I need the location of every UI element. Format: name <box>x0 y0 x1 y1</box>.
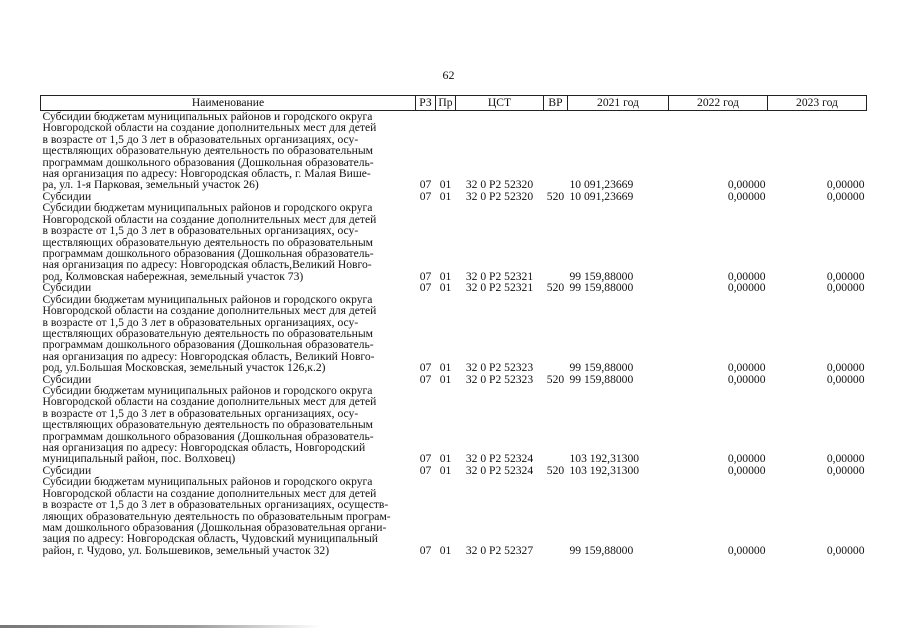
cell-2022: 0,00000 <box>727 178 766 192</box>
name-line: муниципальный район, пос. Волховец) <box>42 452 236 466</box>
table-row <box>41 385 867 465</box>
name-line: ществляющих образовательную деятельность по образовательным <box>42 326 373 340</box>
cell-2023: 0,00000 <box>826 189 865 203</box>
name-line: Новгородской области на создание дополнительных мест для детей <box>42 212 377 226</box>
name-line: в возрасте от 1,5 до 3 лет в образовательных организациях, осу- <box>42 406 359 420</box>
name-line: род, Колмовская набережная, земельный участок 73) <box>42 269 304 283</box>
cell-pr: 01 <box>439 361 452 375</box>
cell-rz: 07 <box>419 372 432 386</box>
cell-2023: 0,00000 <box>826 281 865 295</box>
cell-name <box>41 111 416 191</box>
cell-2021: 99 159,88000 <box>569 281 634 295</box>
header-vr: ВР <box>544 96 568 111</box>
name-line: в возрасте от 1,5 до 3 лет в образовательных организациях, осу- <box>42 132 359 146</box>
name-line: ществляющих образовательную деятельность по образовательным <box>42 235 373 249</box>
page-bottom-rule <box>0 625 320 628</box>
cell-rz: 07 <box>419 269 432 283</box>
cell-vr <box>544 202 568 282</box>
cell-rz: 07 <box>419 452 432 466</box>
cell-2022: 0,00000 <box>727 452 766 466</box>
cell-vr: 520 <box>546 189 565 203</box>
cell-pr: 01 <box>439 463 452 477</box>
cell-name <box>41 385 416 465</box>
name-line: Новгородской области на создание дополнительных мест для детей <box>42 121 377 135</box>
cell-2022: 0,00000 <box>727 269 766 283</box>
header-name: Наименование <box>41 96 416 111</box>
cell-cst: 32 0 P2 52320 <box>465 178 534 192</box>
header-pr: Пр <box>436 96 456 111</box>
budget-table <box>40 95 867 556</box>
cell-name <box>41 476 416 556</box>
cell-2023: 0,00000 <box>826 463 865 477</box>
table-row <box>41 476 867 556</box>
cell-cst: 32 0 P2 52323 <box>465 361 534 375</box>
cell-name <box>41 282 416 294</box>
cell-2021: 99 159,88000 <box>569 269 634 283</box>
cell-pr: 01 <box>439 281 452 295</box>
cell-2023: 0,00000 <box>826 372 865 386</box>
cell-2023: 0,00000 <box>826 269 865 283</box>
name-line: ществляющих образовательную деятельность по образовательным <box>42 144 373 158</box>
header-rz: РЗ <box>416 96 436 111</box>
cell-2022: 0,00000 <box>727 361 766 375</box>
cell-name <box>41 294 416 374</box>
cell-2021: 103 192,31300 <box>569 463 640 477</box>
name-line: род, ул.Большая Московская, земельный участок 126,к.2) <box>42 361 326 375</box>
name-line: Субсидии <box>42 281 92 295</box>
name-line: ная организация по адресу: Новгородская область, Великий Новго- <box>42 349 375 363</box>
name-line: ная организация по адресу: Новгородская область, Новгородский <box>42 441 366 455</box>
cell-cst: 32 0 P2 52324 <box>465 452 534 466</box>
cell-cst: 32 0 P2 52323 <box>465 372 534 386</box>
name-line: Новгородской области на создание дополнительных мест для детей <box>42 395 377 409</box>
cell-2023: 0,00000 <box>826 178 865 192</box>
name-line: ра, ул. 1-я Парковая, земельный участок 26) <box>42 178 259 192</box>
name-line: в возрасте от 1,5 до 3 лет в образовательных организациях, осу- <box>42 224 359 238</box>
name-line: Субсидии бюджетам муниципальных районов и городского округа <box>42 110 373 123</box>
cell-vr: 520 <box>546 372 565 386</box>
cell-2022: 0,00000 <box>727 543 766 557</box>
name-line: Субсидии бюджетам муниципальных районов и городского округа <box>42 384 373 398</box>
name-line: район, г. Чудово, ул. Большевиков, земельный участок 32) <box>42 543 330 557</box>
name-line: программам дошкольного образования (Дошкольная образователь- <box>42 429 374 443</box>
name-line: ляющих образовательную деятельность по образовательным програм- <box>42 509 391 523</box>
cell-vr <box>544 111 568 191</box>
name-line: программам дошкольного образования (Дошкольная образователь- <box>42 155 374 169</box>
cell-rz: 07 <box>419 281 432 295</box>
cell-2021: 99 159,88000 <box>569 361 634 375</box>
cell-pr: 01 <box>439 372 452 386</box>
cell-vr <box>544 385 568 465</box>
name-line: ществляющих образовательную деятельность по образовательным <box>42 418 373 432</box>
name-line: программам дошкольного образования (Дошкольная образователь- <box>42 246 374 260</box>
cell-2023: 0,00000 <box>826 543 865 557</box>
cell-2021: 99 159,88000 <box>569 543 634 557</box>
cell-pr: 01 <box>439 178 452 192</box>
name-line: в возрасте от 1,5 до 3 лет в образовательных организациях, осу- <box>42 315 359 329</box>
name-line: программам дошкольного образования (Дошкольная образователь- <box>42 338 374 352</box>
name-line: Новгородской области на создание дополнительных мест для детей <box>42 486 377 500</box>
name-line: Субсидии бюджетам муниципальных районов и городского округа <box>42 292 373 306</box>
cell-vr <box>544 476 568 556</box>
cell-2021: 103 192,31300 <box>569 452 640 466</box>
header-cst: ЦСТ <box>456 96 544 111</box>
table-row <box>41 282 867 294</box>
cell-cst: 32 0 P2 52321 <box>465 269 534 283</box>
cell-cst: 32 0 P2 52324 <box>465 463 534 477</box>
cell-2023: 0,00000 <box>826 361 865 375</box>
cell-cst: 32 0 P2 52320 <box>465 189 534 203</box>
name-line: Субсидии бюджетам муниципальных районов и городского округа <box>42 201 373 215</box>
cell-rz: 07 <box>419 189 432 203</box>
cell-2021: 10 091,23669 <box>569 178 634 192</box>
cell-cst: 32 0 P2 52327 <box>465 543 534 557</box>
table-row <box>41 202 867 282</box>
cell-rz: 07 <box>419 178 432 192</box>
cell-cst: 32 0 P2 52321 <box>465 281 534 295</box>
name-line: в возрасте от 1,5 до 3 лет в образовательных организациях, осуществ- <box>42 498 389 512</box>
name-line: ная организация по адресу: Новгородская область,Великий Новго- <box>42 258 372 272</box>
cell-2022: 0,00000 <box>727 281 766 295</box>
header-2023: 2023 год <box>768 96 867 111</box>
cell-2021: 99 159,88000 <box>569 372 634 386</box>
cell-2022: 0,00000 <box>727 372 766 386</box>
name-line: Субсидии <box>42 189 92 203</box>
header-2022: 2022 год <box>669 96 768 111</box>
cell-vr: 520 <box>546 463 565 477</box>
name-line: зация по адресу: Новгородская область, Чудовский муниципальный <box>42 532 378 546</box>
cell-2021: 10 091,23669 <box>569 189 634 203</box>
header-2021: 2021 год <box>568 96 669 111</box>
table-row <box>41 294 867 374</box>
cell-pr: 01 <box>439 452 452 466</box>
cell-vr: 520 <box>546 281 565 295</box>
cell-rz: 07 <box>419 543 432 557</box>
name-line: мам дошкольного образования (Дошкольная образовательная органи- <box>42 521 387 534</box>
cell-pr: 01 <box>439 269 452 283</box>
cell-2022: 0,00000 <box>727 189 766 203</box>
name-line: Новгородской области на создание дополнительных мест для детей <box>42 304 377 318</box>
cell-vr <box>544 294 568 374</box>
header-row <box>41 96 867 111</box>
table-row <box>41 111 867 191</box>
table-body <box>41 111 867 557</box>
name-line: Субсидии <box>42 463 92 477</box>
cell-rz: 07 <box>419 463 432 477</box>
cell-pr: 01 <box>439 189 452 203</box>
cell-2022: 0,00000 <box>727 463 766 477</box>
cell-rz: 07 <box>419 361 432 375</box>
name-line: Субсидии <box>42 372 92 386</box>
cell-pr: 01 <box>439 543 452 557</box>
name-line: ная организация по адресу: Новгородская область, г. Малая Више- <box>42 167 371 181</box>
cell-name <box>41 202 416 282</box>
name-line: Субсидии бюджетам муниципальных районов и городского округа <box>42 475 373 489</box>
page-number: 62 <box>442 68 455 82</box>
cell-2023: 0,00000 <box>826 452 865 466</box>
